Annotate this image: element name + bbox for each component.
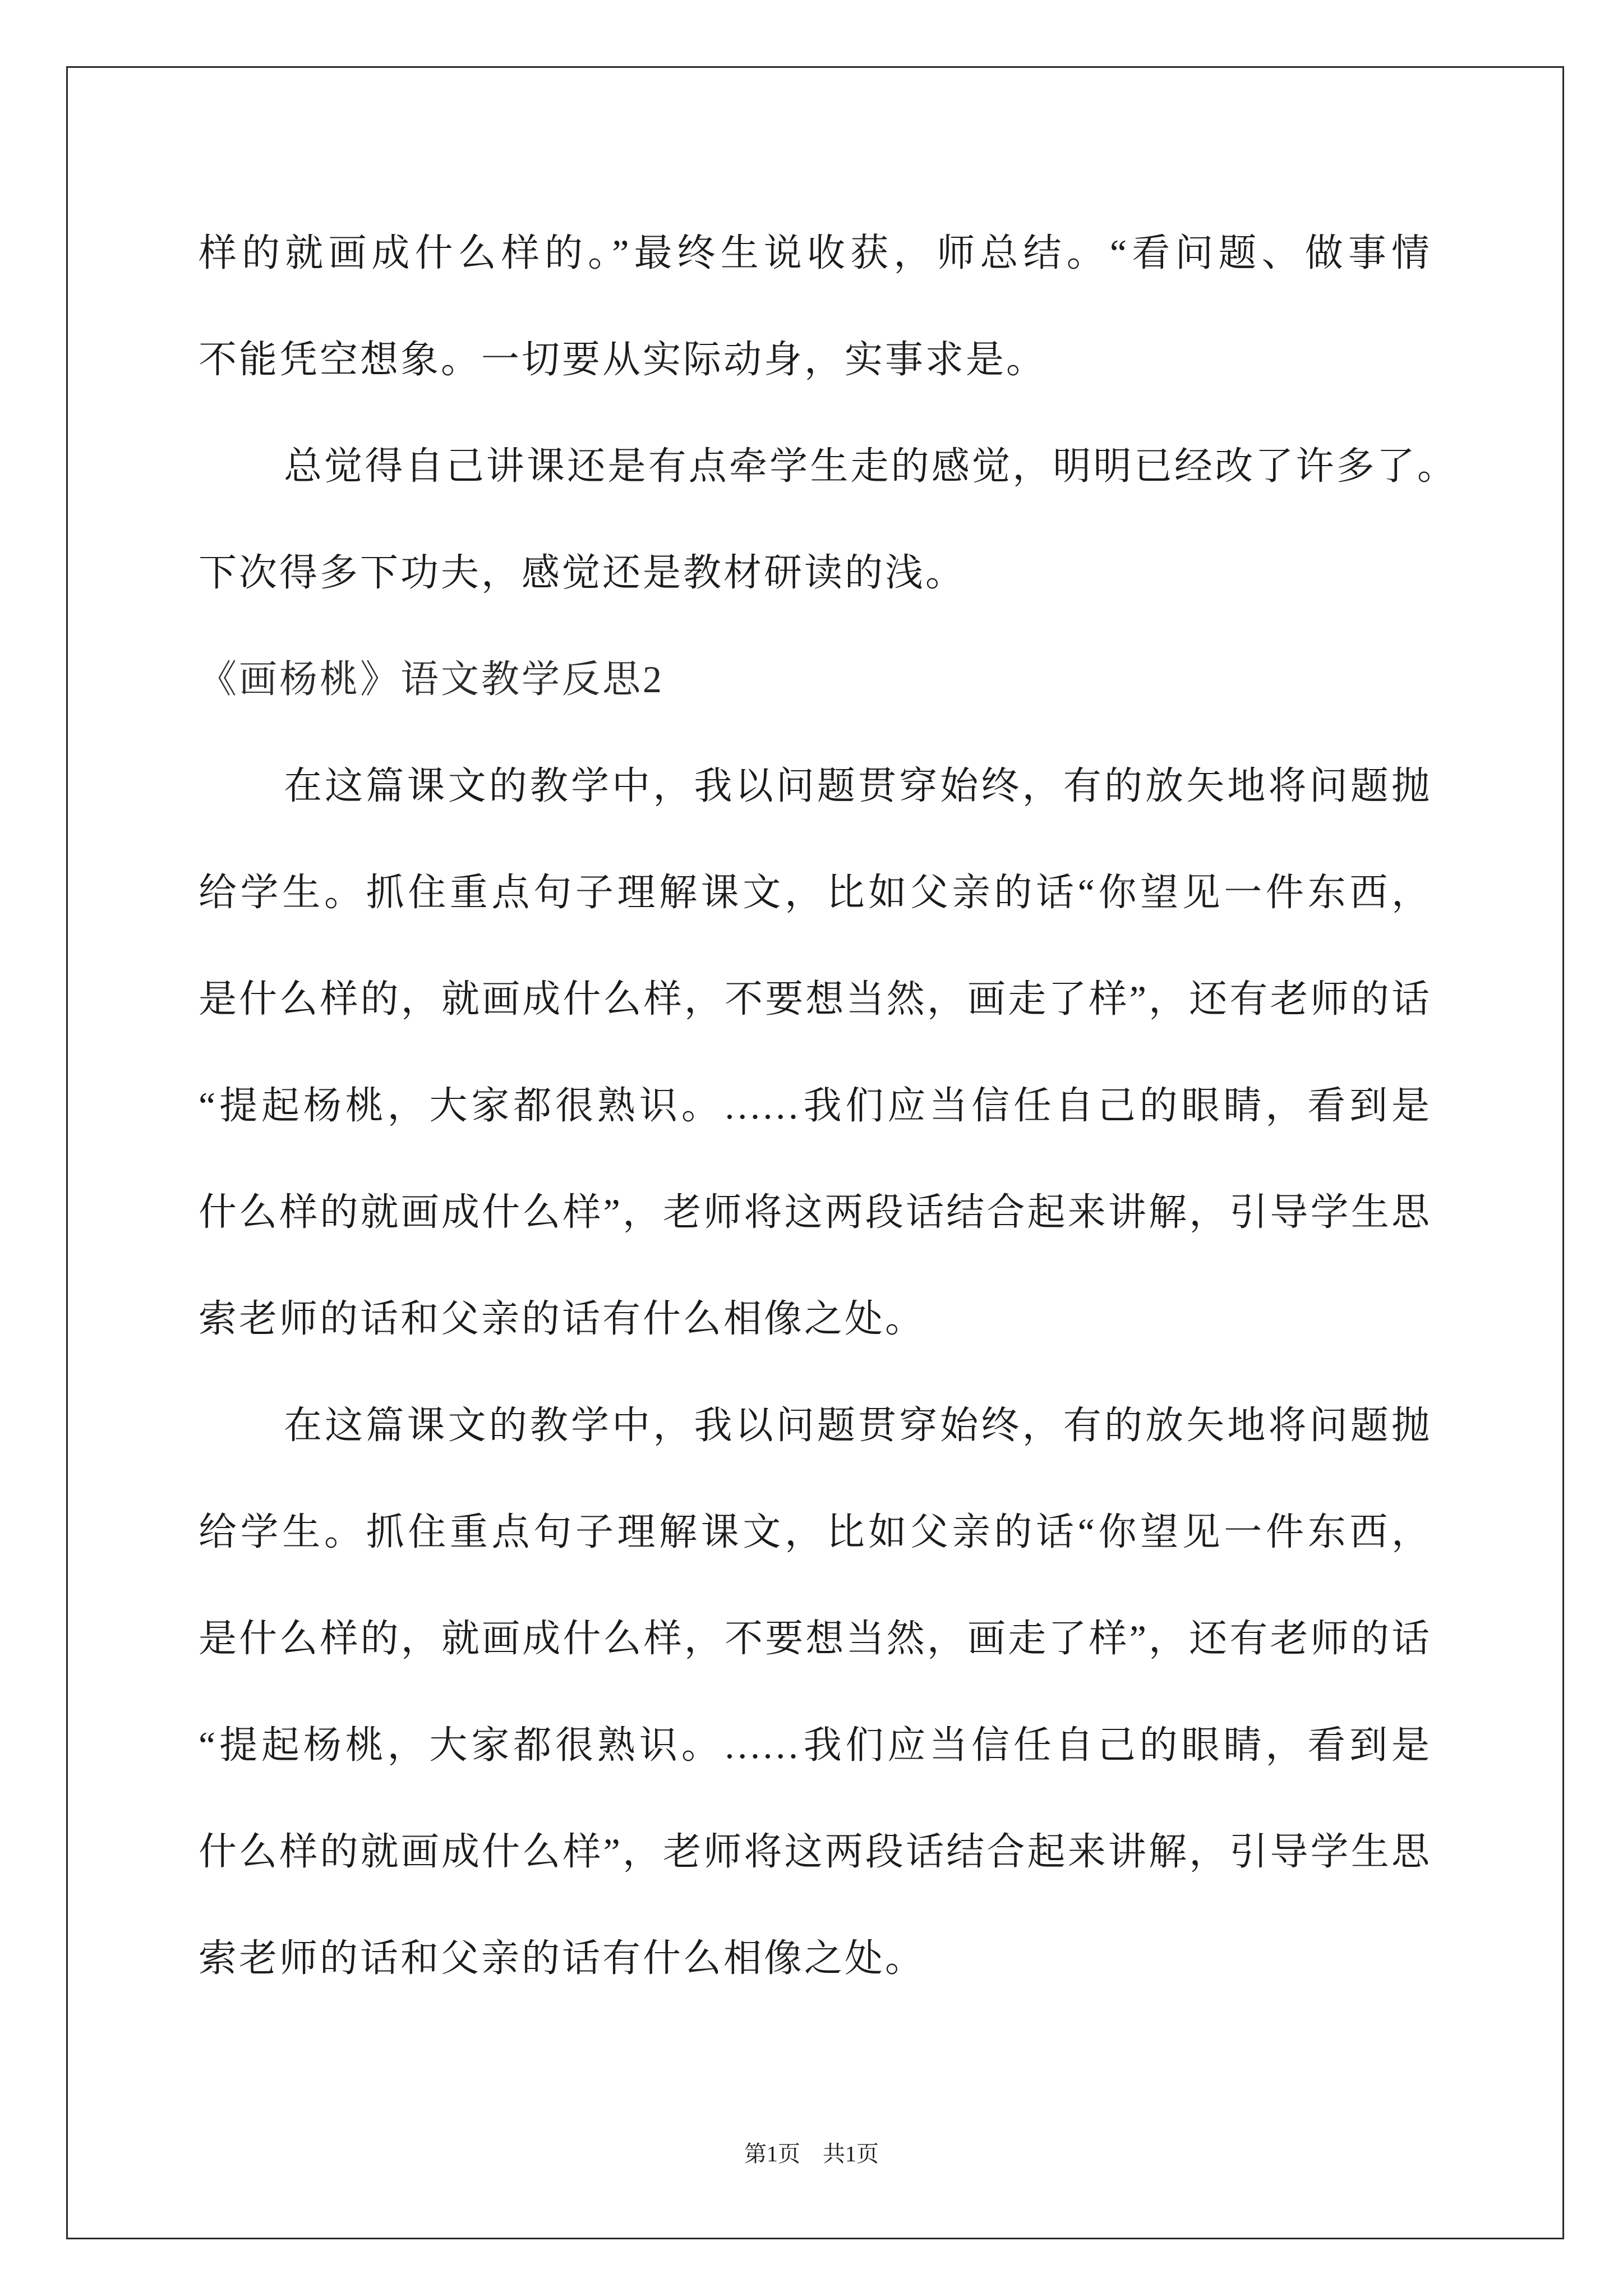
text-line: 索老师的话和父亲的话有什么相像之处。 [199, 1937, 926, 1980]
text-line: 在这篇课文的教学中，我以问题贯穿始终，有的放矢地将问题抛 [284, 765, 1430, 807]
text-line: 是什么样的，就画成什么样，不要想当然，画走了样”，还有老师的话 [199, 1617, 1430, 1660]
text-line: 什么样的就画成什么样”，老师将这两段话结合起来讲解，引导学生思 [199, 1191, 1430, 1234]
text-line: 给学生。抓住重点句子理解课文，比如父亲的话“你望见一件东西， [199, 871, 1430, 914]
text-line: 样的就画成什么样的。”最终生说收获，师总结。“看问题、做事情 [199, 232, 1430, 274]
text-line: 索老师的话和父亲的话有什么相像之处。 [199, 1297, 926, 1340]
text-line: 给学生。抓住重点句子理解课文，比如父亲的话“你望见一件东西， [199, 1511, 1430, 1553]
text-line: 不能凭空想象。一切要从实际动身，实事求是。 [199, 338, 1047, 381]
text-line: “提起杨桃，大家都很熟识。……我们应当信任自己的眼睛，看到是 [199, 1084, 1430, 1127]
section-title: 《画杨桃》语文教学反思2 [199, 658, 665, 701]
text-line: “提起杨桃，大家都很熟识。……我们应当信任自己的眼睛，看到是 [199, 1724, 1430, 1766]
text-line: 下次得多下功夫，感觉还是教材研读的浅。 [199, 551, 966, 594]
page-footer: 第1页 共1页 [744, 2141, 879, 2166]
text-line: 总觉得自己讲课还是有点牵学生走的感觉，明明已经改了许多了。 [284, 445, 1455, 487]
text-line: 是什么样的，就画成什么样，不要想当然，画走了样”，还有老师的话 [199, 978, 1430, 1020]
text-line: 什么样的就画成什么样”，老师将这两段话结合起来讲解，引导学生思 [199, 1830, 1430, 1873]
text-line: 在这篇课文的教学中，我以问题贯穿始终，有的放矢地将问题抛 [284, 1404, 1430, 1447]
